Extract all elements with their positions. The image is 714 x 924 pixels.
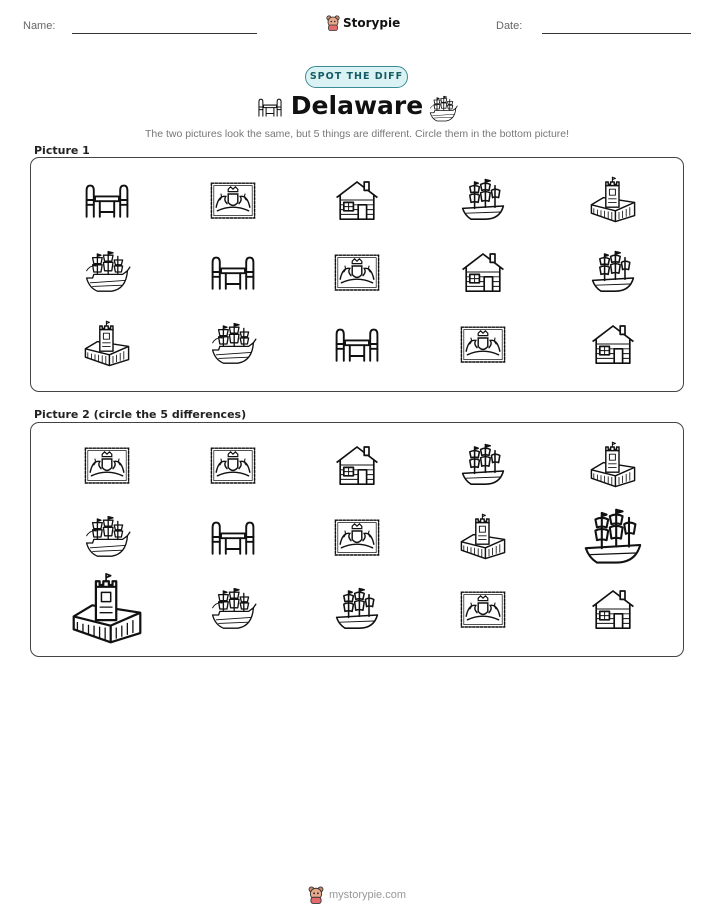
- date-line[interactable]: [542, 33, 691, 34]
- picture2-table-chairs-icon[interactable]: [209, 513, 257, 561]
- bear-icon: [308, 886, 324, 904]
- logo-text: Storypie: [343, 16, 401, 30]
- picture1-table-chairs-icon[interactable]: [209, 248, 257, 296]
- picture2-crest-icon[interactable]: [459, 585, 507, 633]
- name-line[interactable]: [72, 33, 257, 34]
- picture1-ship-icon[interactable]: [459, 176, 507, 224]
- picture1-fort-icon[interactable]: [83, 320, 131, 368]
- footer: [308, 886, 406, 904]
- picture2-ship-icon[interactable]: [333, 585, 381, 633]
- title-table-icon: [254, 94, 286, 124]
- footer-url: mystorypie.com: [329, 889, 407, 901]
- picture2-fort-icon[interactable]: [459, 513, 507, 561]
- instructions: The two pictures look the same, but 5 things are different. Circle them in the bottom picture!: [144, 128, 570, 140]
- picture2-galleon-icon[interactable]: [83, 513, 131, 561]
- picture2-log-cabin-icon[interactable]: [589, 585, 637, 633]
- picture2-ship-icon[interactable]: [459, 441, 507, 489]
- picture2-crest-icon[interactable]: [83, 441, 131, 489]
- storypie-logo: [326, 13, 400, 33]
- title-ship-icon: [428, 94, 458, 128]
- picture2-fort-icon[interactable]: [589, 441, 637, 489]
- picture-2-panel[interactable]: [30, 422, 684, 657]
- picture-1-label: Picture 1: [34, 144, 90, 157]
- name-label: Name:: [23, 20, 56, 32]
- picture-2-label: Picture 2 (circle the 5 differences): [34, 408, 247, 421]
- page-title: Delaware: [290, 91, 424, 120]
- picture1-crest-icon[interactable]: [333, 248, 381, 296]
- picture2-crest-icon[interactable]: [209, 441, 257, 489]
- picture1-table-chairs-icon[interactable]: [83, 176, 131, 224]
- picture2-galleon-icon[interactable]: [209, 585, 257, 633]
- picture1-ship-icon[interactable]: [589, 248, 637, 296]
- picture1-crest-icon[interactable]: [209, 176, 257, 224]
- picture1-crest-icon[interactable]: [459, 320, 507, 368]
- bear-icon: [326, 15, 340, 31]
- picture2-ship-icon[interactable]: [581, 505, 645, 569]
- picture1-log-cabin-icon[interactable]: [333, 176, 381, 224]
- picture-1-panel[interactable]: [30, 157, 684, 392]
- picture1-fort-icon[interactable]: [589, 176, 637, 224]
- picture1-log-cabin-icon[interactable]: [459, 248, 507, 296]
- picture1-log-cabin-icon[interactable]: [589, 320, 637, 368]
- picture1-galleon-icon[interactable]: [209, 320, 257, 368]
- picture1-galleon-icon[interactable]: [83, 248, 131, 296]
- date-label: Date:: [496, 20, 523, 32]
- picture2-log-cabin-icon[interactable]: [333, 441, 381, 489]
- picture2-fort-icon[interactable]: [70, 572, 144, 646]
- picture2-crest-icon[interactable]: [333, 513, 381, 561]
- spot-the-diff-badge: SPOT THE DIFF: [305, 66, 408, 88]
- picture1-table-chairs-icon[interactable]: [333, 320, 381, 368]
